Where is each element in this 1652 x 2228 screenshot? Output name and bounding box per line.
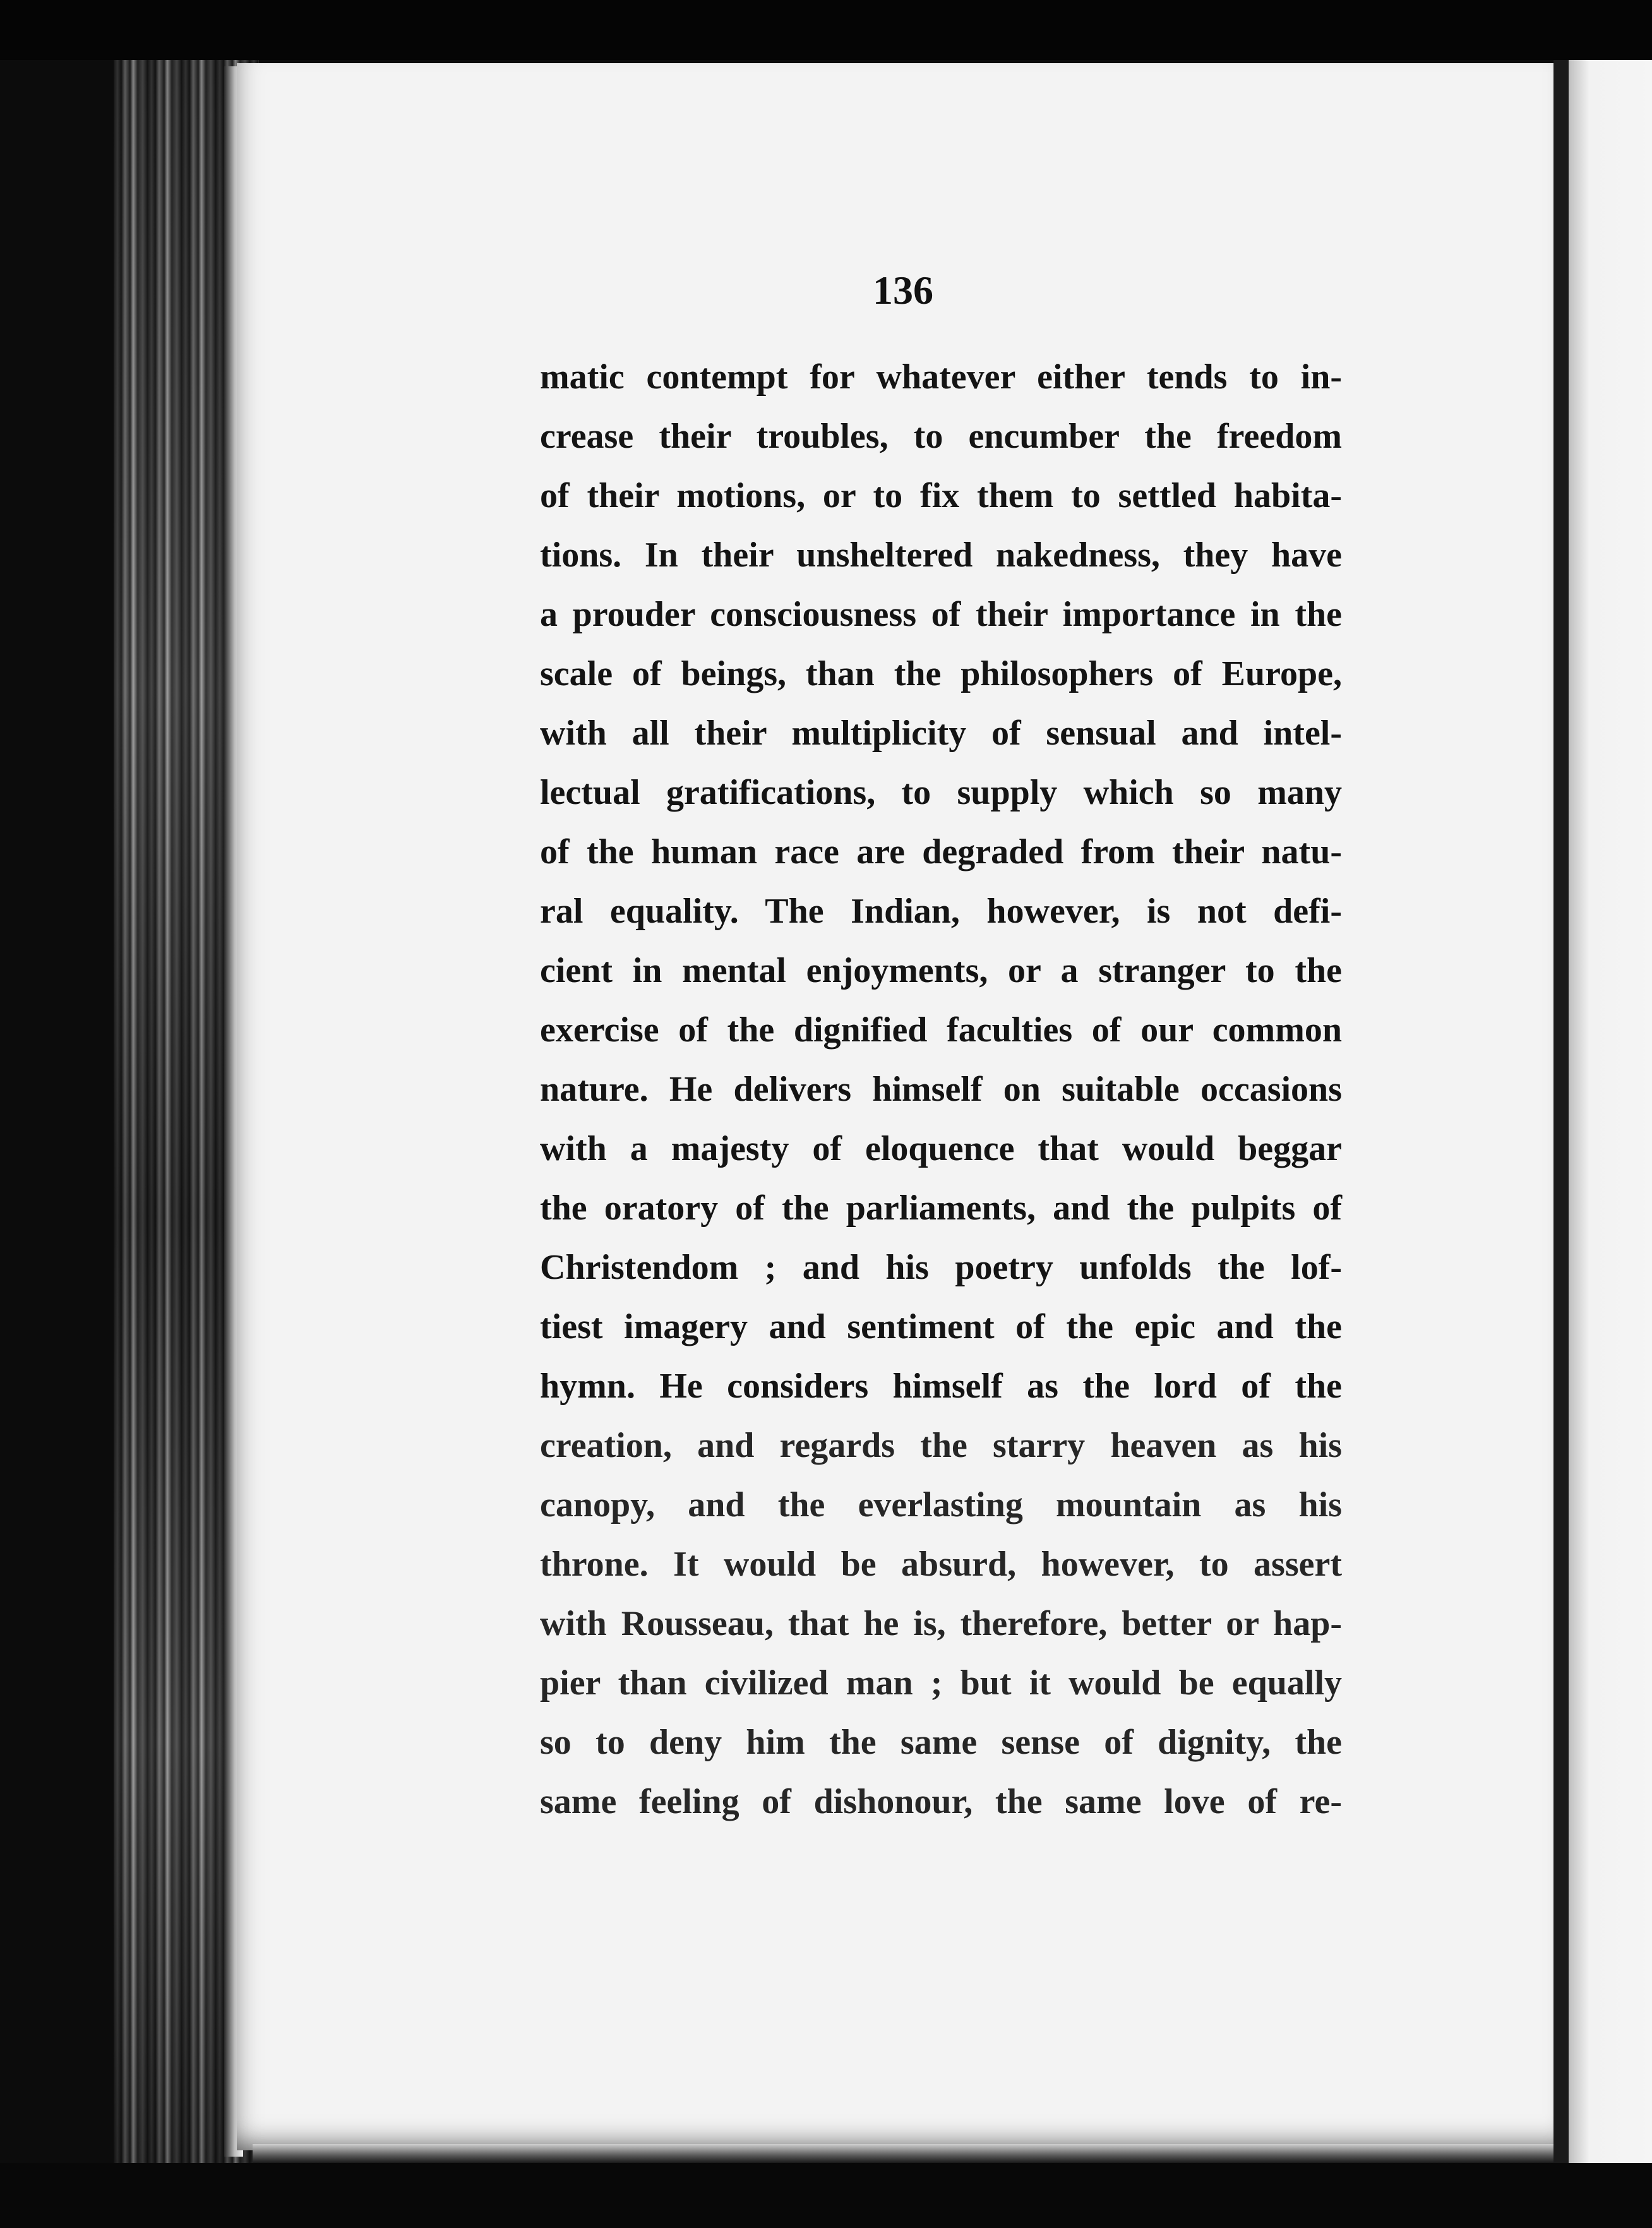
text-line: cient in mental enjoyments, or a stranger to the bbox=[540, 951, 1342, 990]
text-line: a prouder consciousness of their importance in the bbox=[540, 595, 1342, 634]
text-line: of their motions, or to fix them to settled habita- bbox=[540, 476, 1342, 515]
text-line: with Rousseau, that he is, therefore, better or hap- bbox=[540, 1604, 1342, 1643]
text-line: hymn. He considers himself as the lord of the bbox=[540, 1367, 1342, 1406]
page-bottom-edge bbox=[253, 2144, 1553, 2163]
text-line: tiest imagery and sentiment of the epic and the bbox=[540, 1307, 1342, 1346]
text-line: lectual gratifications, to supply which so many bbox=[540, 773, 1342, 812]
text-line: canopy, and the everlasting mountain as his bbox=[540, 1485, 1342, 1524]
text-line: crease their troubles, to encumber the freedom bbox=[540, 417, 1342, 456]
text-line: creation, and regards the starry heaven as his bbox=[540, 1426, 1342, 1465]
text-line: tions. In their unsheltered nakedness, they have bbox=[540, 536, 1342, 575]
text-line: same feeling of dishonour, the same love of re- bbox=[540, 1782, 1342, 1821]
body-text bbox=[540, 347, 1342, 1831]
text-line: matic contempt for whatever either tends to in- bbox=[540, 357, 1342, 397]
text-line: scale of beings, than the philosophers of Europe, bbox=[540, 654, 1342, 693]
text-line: so to deny him the same sense of dignity, the bbox=[540, 1723, 1342, 1762]
scan-top-border bbox=[0, 0, 1652, 60]
text-line: throne. It would be absurd, however, to assert bbox=[540, 1545, 1342, 1584]
text-line: exercise of the dignified faculties of our common bbox=[540, 1010, 1342, 1050]
text-line: with a majesty of eloquence that would beggar bbox=[540, 1129, 1342, 1168]
text-line: of the human race are degraded from their natu- bbox=[540, 832, 1342, 871]
text-line: ral equality. The Indian, however, is not defi- bbox=[540, 892, 1342, 931]
page-gutter bbox=[1553, 60, 1569, 2169]
text-line: the oratory of the parliaments, and the pulpits of bbox=[540, 1189, 1342, 1228]
text-line: nature. He delivers himself on suitable occasions bbox=[540, 1070, 1342, 1109]
text-line: with all their multiplicity of sensual and intel- bbox=[540, 714, 1342, 753]
scan-bottom-border bbox=[0, 2163, 1652, 2228]
facing-page-edge bbox=[1569, 60, 1652, 2169]
text-line: pier than civilized man ; but it would be equally bbox=[540, 1663, 1342, 1703]
page-number: 136 bbox=[873, 268, 933, 313]
text-line: Christendom ; and his poetry unfolds the lof- bbox=[540, 1248, 1342, 1287]
